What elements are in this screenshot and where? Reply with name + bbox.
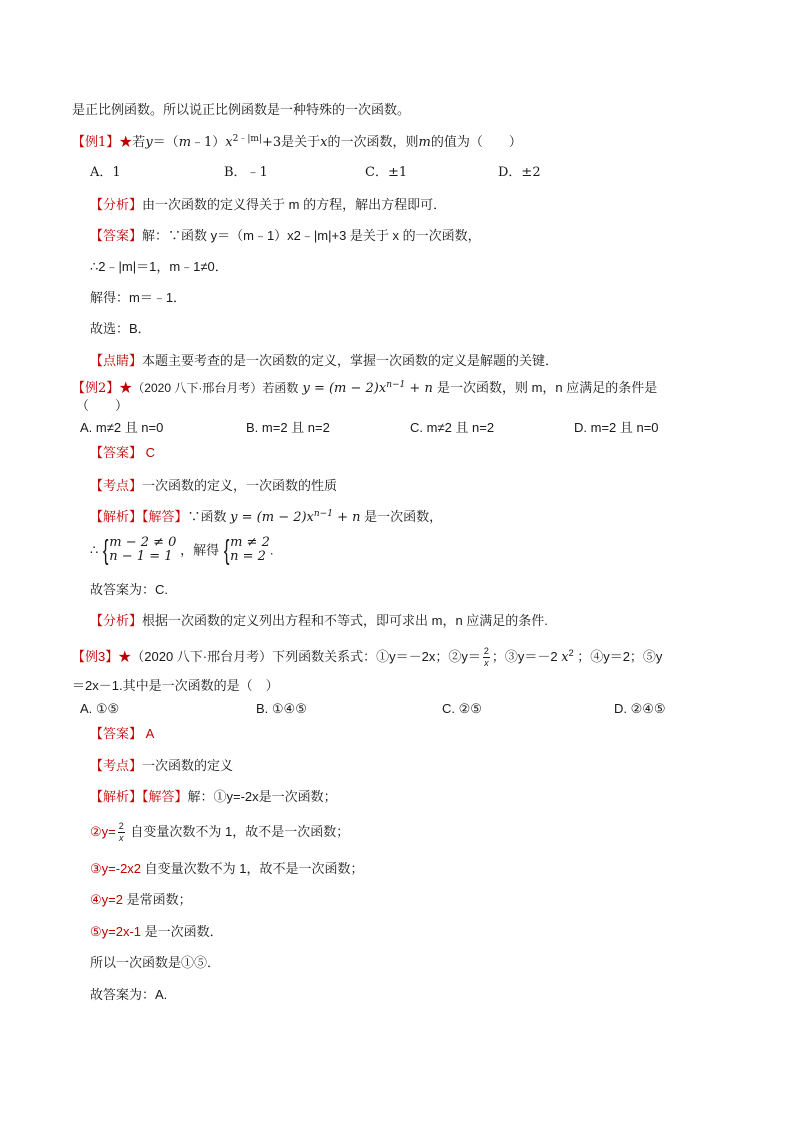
- example-2-system: ∴ { m − 2 ≠ 0 n − 1 = 1 ，解得 { m ≠ 2 n = 2 .: [90, 534, 274, 565]
- example-1-analysis: 【分析】由一次函数的定义得关于 m 的方程，解出方程即可．: [90, 197, 447, 212]
- example-3-question-line-2: ＝2x－1.其中是一次函数的是（ ）: [72, 678, 279, 693]
- intro-line: 是正比例函数。所以说正比例函数是一种特殊的一次函数。: [72, 103, 411, 118]
- example-3-tag: 【例3】: [72, 648, 119, 664]
- example-2-solution: 【解析】【解答】∵函数 $y = (m - 2)x^{n-1} + n$ 是一次函数，: [90, 509, 443, 525]
- example-3-line-3: ③y=-2x2 自变量次数不为 1，故不是一次函数；: [90, 861, 364, 876]
- example-3-line-4: ④y=2 是常函数；: [90, 892, 192, 907]
- example-2-analysis: 【分析】根据一次函数的定义列出方程和不等式，即可求出 m，n 应满足的条件.: [90, 613, 548, 628]
- example-2-knowledge-point: 【考点】一次函数的定义，一次函数的性质: [90, 478, 338, 493]
- example-3-line-5: ⑤y=2x-1 是一次函数．: [90, 924, 223, 939]
- example-1-option-b: B．﹣1: [224, 165, 268, 180]
- example-3-line-7: 故答案为：A.: [90, 987, 168, 1002]
- example-3-option-d: D. ②④⑤: [614, 701, 666, 716]
- example-1-tag: 【例1】: [72, 135, 120, 150]
- example-1-answer: 【答案】解：∵函数 y＝（m﹣1）x2﹣|m|+3 是关于 x 的一次函数，: [90, 228, 481, 243]
- example-2-option-c: C. m≠2 且 n=2: [410, 420, 495, 435]
- example-1-step-3: 故选：B．: [90, 321, 151, 336]
- example-3-option-b: B. ①④⑤: [256, 701, 307, 716]
- example-3-line-6: 所以一次函数是①⑤．: [90, 955, 221, 970]
- example-1-comment: 【点睛】本题主要考查的是一次函数的定义，掌握一次函数的定义是解题的关键．: [90, 353, 559, 368]
- example-2-option-a: A. m≠2 且 n=0: [80, 420, 164, 435]
- example-2-question: 【例2】★（2020 八下·邢台月考）若函数 $y = (m - 2)x^{n-1} + n$ 是一次函数，则 m，n 应满足的条件是: [72, 380, 658, 396]
- example-2-conclusion: 故答案为：C.: [90, 582, 169, 597]
- example-3-option-a: A. ①⑤: [80, 701, 120, 716]
- example-2-answer: 【答案】 C: [90, 445, 156, 460]
- example-1-step-1: ∴2﹣|m|＝1，m﹣1≠0．: [90, 259, 228, 274]
- example-2-option-d: D. m=2 且 n=0: [574, 420, 659, 435]
- example-2-tag: 【例2】: [72, 381, 120, 396]
- star-icon: ★: [119, 381, 133, 396]
- star-icon: ★: [118, 648, 132, 664]
- example-1-question: 【例1】★若$y=(m﹣1)x^{2﹣|m|}+3$是关于x的一次函数，则m的值为（ ）: [72, 134, 522, 150]
- example-3-knowledge-point: 【考点】一次函数的定义: [90, 758, 234, 773]
- example-1-option-c: C．±1: [365, 165, 408, 180]
- example-3-option-c: C. ②⑤: [442, 701, 482, 716]
- example-3-answer: 【答案】 A: [90, 726, 155, 741]
- example-3-line-2: ②y= $\frac{2}{x}$ 自变量次数不为 1，故不是一次函数；: [90, 821, 350, 843]
- example-2-option-b: B. m=2 且 n=2: [246, 420, 330, 435]
- star-icon: ★: [119, 135, 133, 150]
- example-2-paren: （ ）: [76, 398, 129, 413]
- example-1-option-a: A．1: [90, 165, 121, 180]
- example-3-question: 【例3】★（2020 八下·邢台月考）下列函数关系式：①y＝－2x；②y＝ $\frac{2}{x}$ ；③y＝－2 $x^2$ ；④y＝2；⑤y: [72, 646, 663, 668]
- example-1-option-d: D．±2: [498, 165, 541, 180]
- example-1-step-2: 解得：m＝﹣1．: [90, 290, 187, 305]
- example-3-solution: 【解析】【解答】解：①y=-2x是一次函数；: [90, 789, 337, 804]
